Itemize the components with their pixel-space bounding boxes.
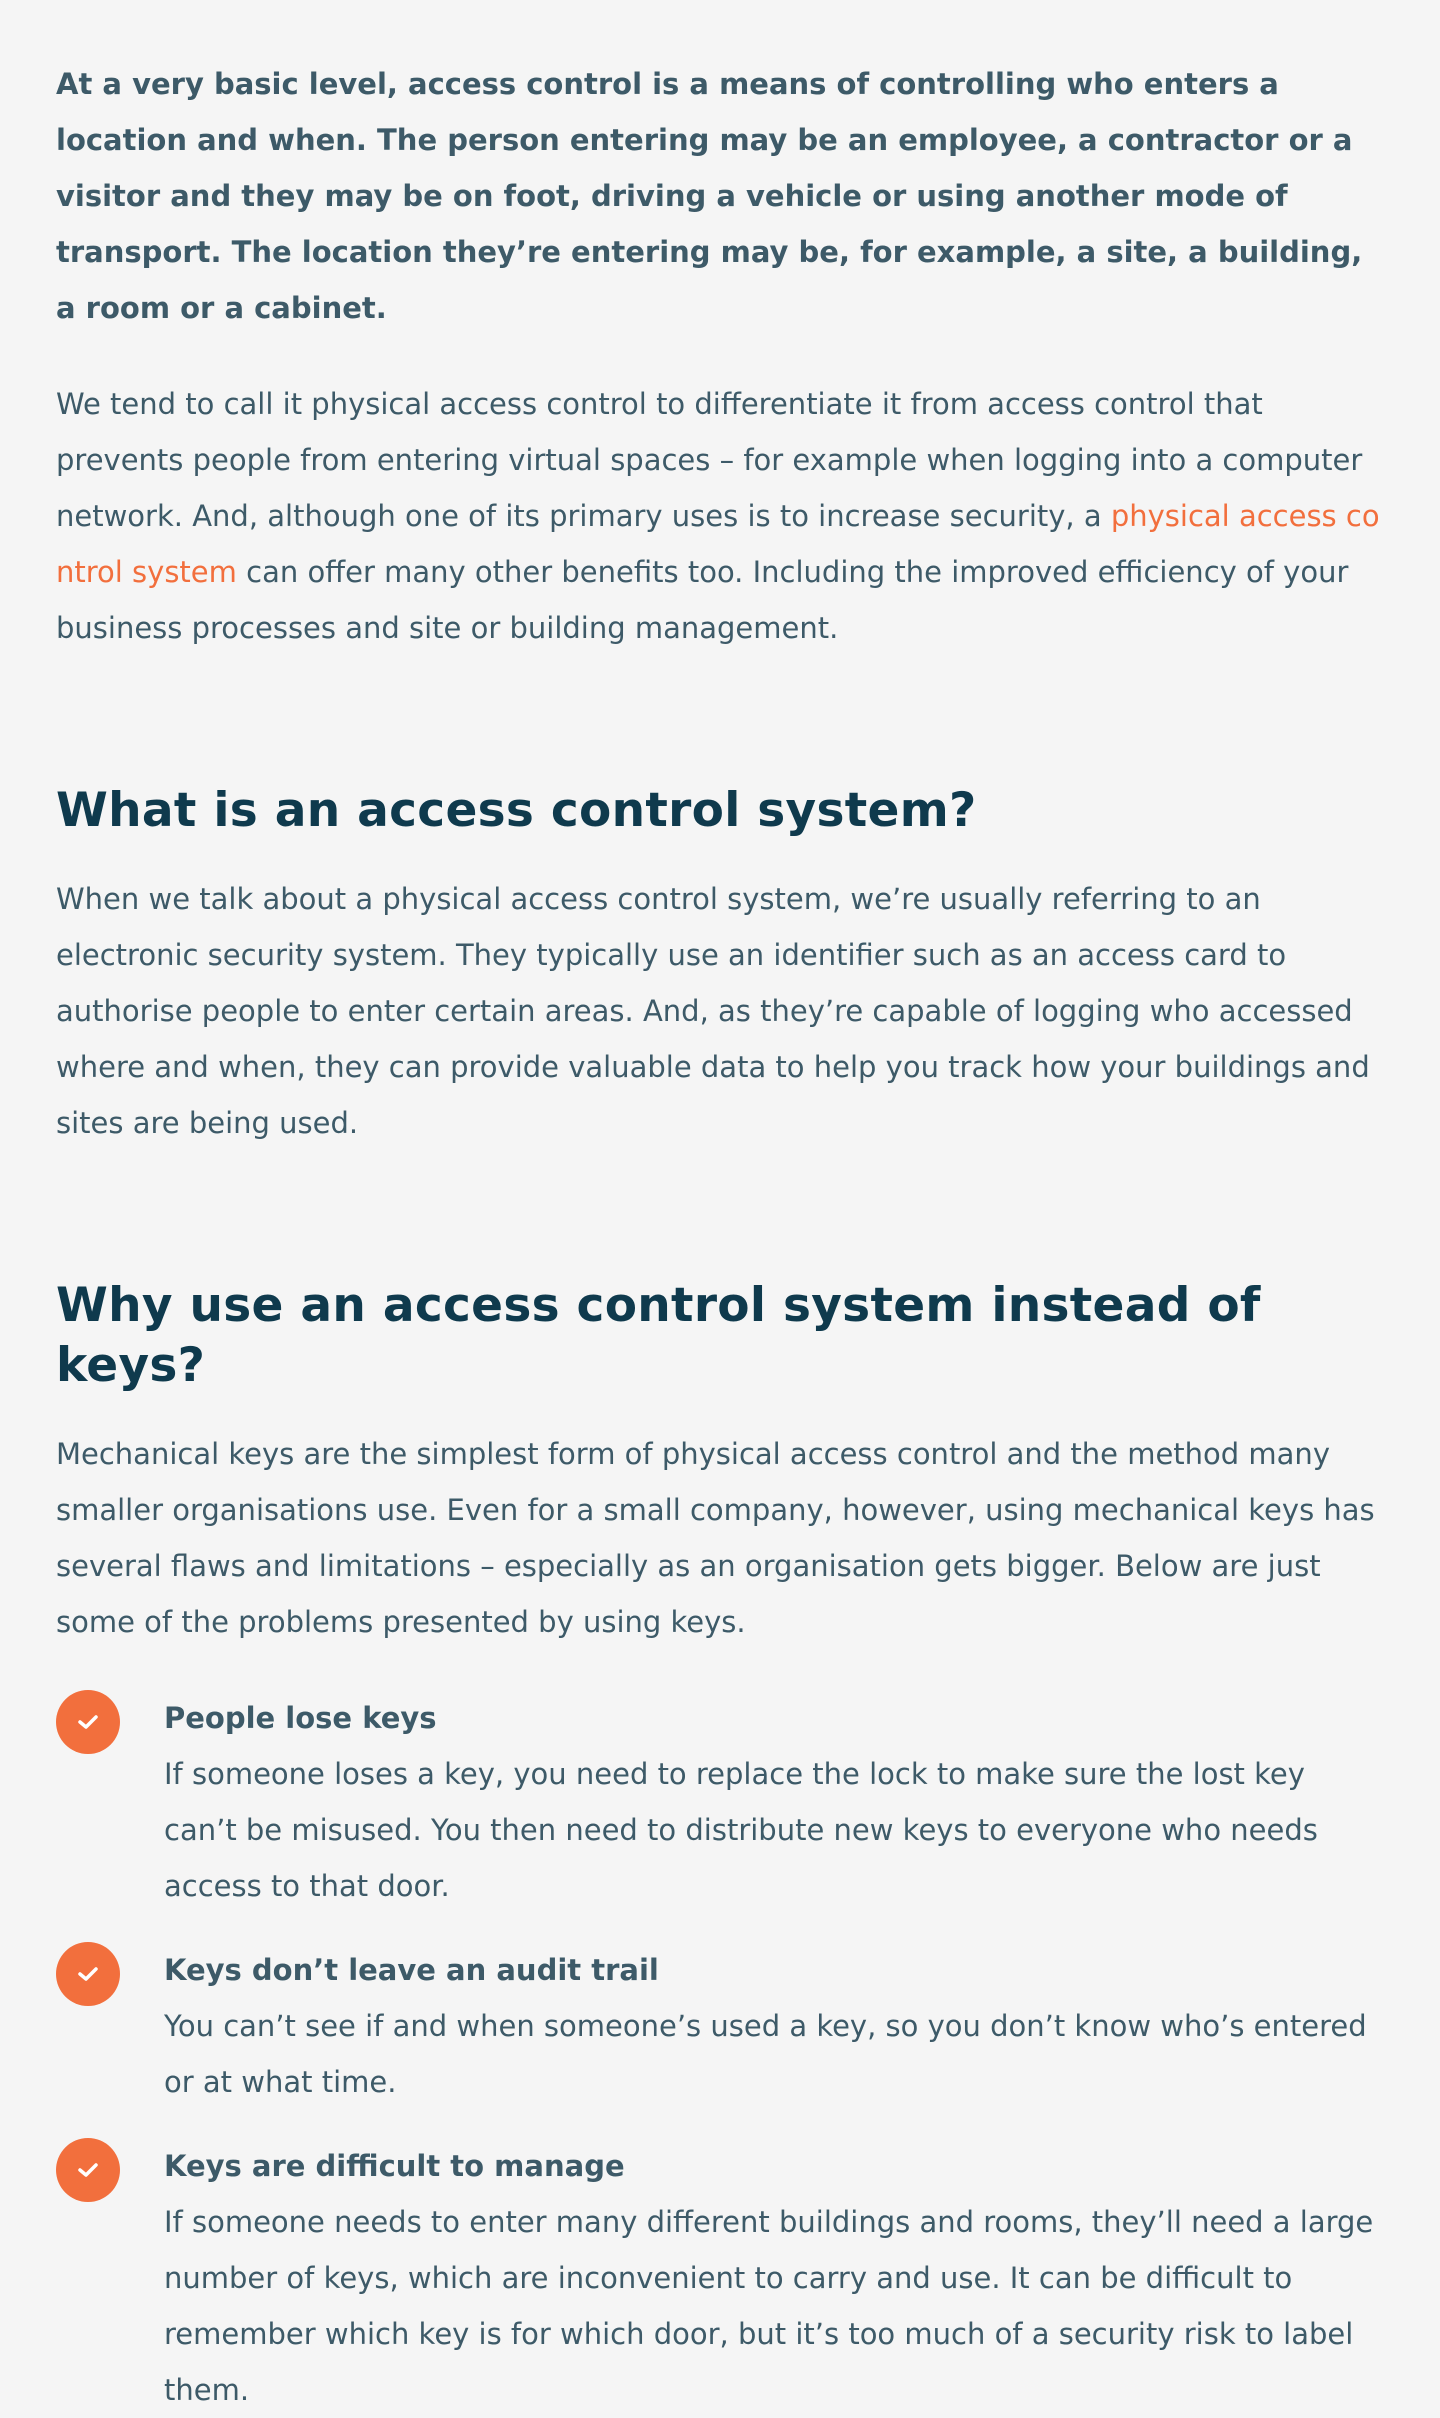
intro-lead: At a very basic level, access control is a means of controlling who enters a location and when. The person entering may be an employee, a contractor or a visitor and they may be on foot, driving a vehicle or using another mode of transport. The location they’re entering may be, for example, a site, a building, a room or a cabinet.	[56, 67, 1363, 325]
section-text-why-use: Mechanical keys are the simplest form of physical access control and the method many smaller organisations use. Even for a small company, however, using mechanical keys has several flaws and limitations – especially as an organisation gets bigger. Below are just some of the problems presented by using keys.	[56, 1437, 1375, 1639]
list-item-title: Keys are difficult to manage	[164, 2149, 625, 2183]
list-item-content	[164, 2144, 1384, 2418]
section-heading-why-use: Why use an access control system instead of keys?	[56, 1278, 1261, 1393]
section-heading-what-is: What is an access control system?	[56, 783, 977, 838]
list-item-content	[164, 1696, 1384, 1914]
list-item-text: If someone needs to enter many different buildings and rooms, they’ll need a large number of keys, which are inconvenient to carry and use. It can be difficult to remember which key is for which door, but it’s too much of a security risk to label them.	[164, 2205, 1374, 2407]
list-item-title: People lose keys	[164, 1701, 437, 1735]
intro-text-after-link: can offer many other benefits too. Including the improved efficiency of your business processes and site or building management.	[56, 555, 1349, 645]
list-item	[56, 1948, 1384, 2110]
list-item-title: Keys don’t leave an audit trail	[164, 1953, 659, 1987]
intro-paragraph	[56, 376, 1384, 656]
check-icon	[56, 1690, 120, 1754]
section-text-what-is: When we talk about a physical access control system, we’re usually referring to an electronic security system. They typically use an identifier such as an access card to authorise people to enter certain areas. And, as they’re capable of logging who accessed where and when, they can provide valuable data to help you track how your buildings and sites are being used.	[56, 882, 1370, 1140]
physical-access-control-system-link[interactable]: physical access control system	[56, 499, 1380, 589]
check-icon	[56, 2138, 120, 2202]
list-item	[56, 2144, 1384, 2418]
list-item	[56, 1696, 1384, 1914]
key-problems-list	[56, 1696, 1384, 2418]
intro-text-before-link: We tend to call it physical access control to differentiate it from access control that prevents people from entering virtual spaces – for example when logging into a computer network. And, although one of its primary uses is to increase security, a	[56, 387, 1363, 533]
list-item-text: You can’t see if and when someone’s used a key, so you don’t know who’s entered or at what time.	[164, 2009, 1367, 2099]
list-item-text: If someone loses a key, you need to replace the lock to make sure the lost key can’t be misused. You then need to distribute new keys to everyone who needs access to that door.	[164, 1757, 1318, 1903]
check-icon	[56, 1942, 120, 2006]
list-item-content	[164, 1948, 1384, 2110]
